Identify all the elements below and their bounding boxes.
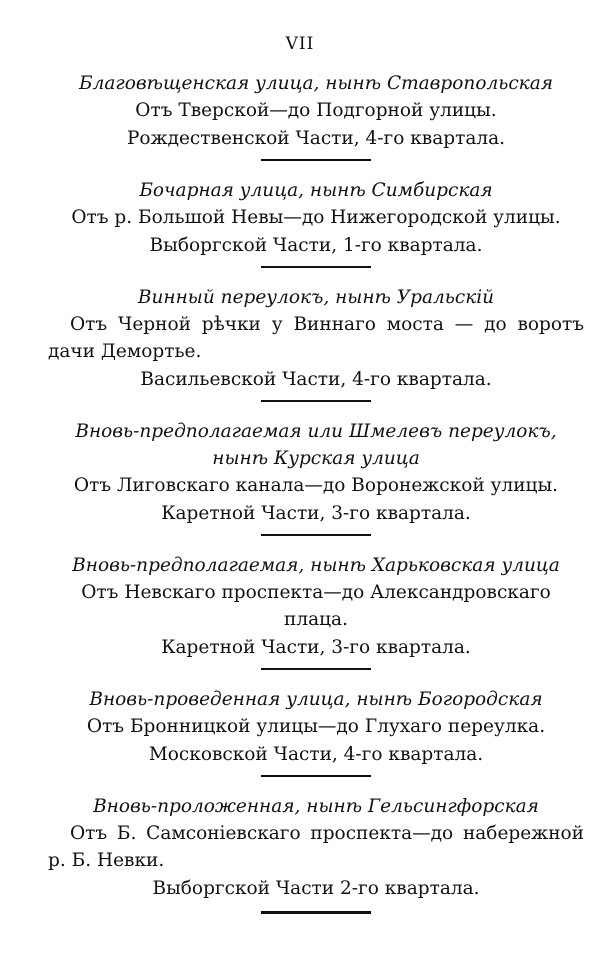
- street-entry: [48, 418, 584, 536]
- entry-location: Выборгской Части 2-го квартала.: [152, 878, 480, 899]
- entry-description: Отъ р. Большой Невы—до Нижегородской улицы.: [71, 207, 561, 228]
- page-number: VII: [285, 34, 315, 54]
- separator-rule: [261, 159, 371, 161]
- street-entry: [48, 686, 584, 777]
- entry-location: Выборгской Части, 1-го квартала.: [149, 235, 483, 256]
- entry-title: Бочарная улица, нынѣ Симбирская: [139, 180, 493, 201]
- entry-description: Отъ Невскаго проспекта—до Александровскаго плаца.: [81, 582, 551, 630]
- separator-rule: [261, 400, 371, 402]
- entry-description: Отъ Бронницкой улицы—до Глухаго переулка.: [86, 716, 546, 737]
- street-entries: [48, 70, 584, 914]
- entry-title: Вновь-проведенная улица, нынѣ Богородская: [89, 689, 543, 710]
- entry-location: Рождественской Части, 4-го квартала.: [126, 128, 506, 149]
- entry-title: Вновь-проложенная, нынѣ Гельсингфорская: [93, 796, 539, 817]
- separator-rule: [261, 266, 371, 268]
- entry-location: Каретной Части, 3-го квартала.: [161, 503, 471, 524]
- entry-title: Вновь-предполагаемая, нынѣ Харьковская улица: [72, 555, 560, 576]
- street-entry: [48, 552, 584, 670]
- entry-location: Васильевской Части, 4-го квартала.: [140, 369, 492, 390]
- street-entry: [48, 177, 584, 268]
- separator-rule: [261, 775, 371, 777]
- entry-title: Благовѣщенская улица, нынѣ Ставропольская: [78, 73, 554, 94]
- entry-title: Вновь-предполагаемая или Шмелевъ переулокъ, нынѣ Курская улица: [75, 421, 557, 469]
- entry-description: Отъ Черной рѣчки у Виннаго моста — до воротъ дачи Демортье.: [48, 314, 584, 362]
- street-entry: [48, 284, 584, 402]
- final-rule: [261, 911, 371, 914]
- street-entry: [48, 70, 584, 161]
- entry-description: Отъ Б. Самсоніевскаго проспекта—до набережной р. Б. Невки.: [48, 823, 584, 871]
- street-entry: [48, 793, 584, 914]
- entry-description: Отъ Тверской—до Подгорной улицы.: [135, 100, 497, 121]
- entry-location: Каретной Части, 3-го квартала.: [161, 637, 471, 658]
- entry-title: Винный переулокъ, нынѣ Уральскій: [137, 287, 495, 308]
- entry-location: Московской Части, 4-го квартала.: [148, 744, 484, 765]
- separator-rule: [261, 534, 371, 536]
- entry-description: Отъ Лиговскаго канала—до Воронежской улицы.: [73, 475, 559, 496]
- separator-rule: [261, 668, 371, 670]
